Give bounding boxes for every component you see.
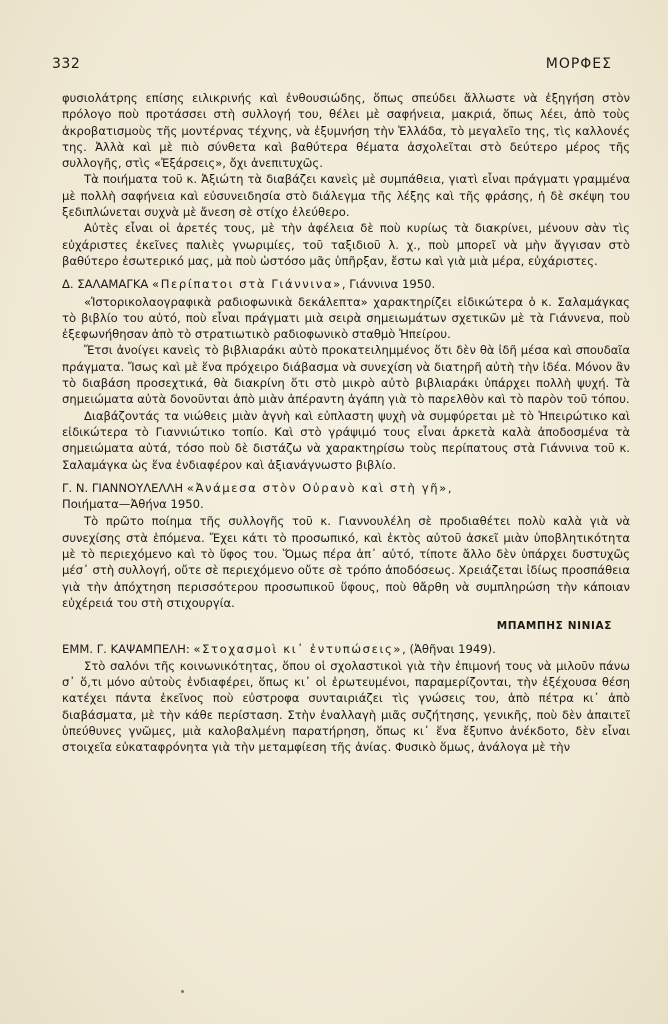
- review-book-title: «Ἀνάμεσα στὸν Οὐρανὸ καὶ στὴ γῆ»: [186, 480, 448, 495]
- ink-speck: [181, 990, 184, 993]
- review-book-title: «Στοχασμοὶ κι᾽ ἐντυπώσεις»: [193, 641, 403, 656]
- review-heading: [62, 641, 630, 657]
- journal-title: ΜΟΡΦΕΣ: [545, 56, 612, 72]
- review-publication: , (Ἀθῆναι 1949).: [402, 641, 496, 656]
- paragraph: Διαβάζοντάς τα νιώθεις μιὰν ἁγνὴ καὶ εὐπλαστη ψυχὴ νὰ συμφύρεται μὲ τὸ Ἠπειρώτικο καὶ εἰδικώτερα τὸ Γιαννιώτικο τοπίο. Καὶ στὸ γράψιμό τους εἶναι ἀρκετὰ καλὰ ἀποδοσμένα τὰ σημειώματα αὐτά, τόσο ποὺ δὲ διστάζω νὰ χαρακτηρίσω τοὺς περίπατους στὰ Γιάννινα τοῦ κ. Σαλαμάγκα ὡς ἕνα ἐνδιαφέρον καὶ ἀξιανάγνωστο βιβλίο.: [62, 408, 630, 472]
- paragraph: «Ἱστορικολαογραφικὰ ραδιοφωνικὰ δεκάλεπτα» χαρακτηρίζει εἰδικώτερα ὁ κ. Σαλαμάγκας τὸ βιβλίο του αὐτό, ποὺ εἶναι πράγματι μιὰ σειρὰ σημειωμάτων σχετικῶν μὲ τὰ Γιάννενα, ποὺ ἐξεφωνήθησαν ἀπὸ τὸ στρατιωτικὸ ραδιοφωνικὸ σταθμὸ Ἠπείρου.: [62, 294, 630, 342]
- author-signature: ΜΠΑΜΠΗΣ ΝΙΝΙΑΣ: [496, 620, 612, 633]
- review-author: ΕΜΜ. Γ. ΚΑΨΑΜΠΕΛΗ:: [62, 641, 190, 656]
- page-header: [52, 56, 612, 76]
- review-author: Γ. Ν. ΓΙΑΝΝΟΥΛΕΛΛΗ: [62, 480, 184, 495]
- paragraph: Τὸ πρῶτο ποίημα τῆς συλλογῆς τοῦ κ. Γιαννουλέλη σὲ προδιαθέτει πολὺ καλὰ γιὰ νὰ συνεχίσης στὰ ἑπόμενα. Ἔχει κάτι τὸ προσωπικό, καὶ ἐκτὸς αὐτοῦ ἀσκεῖ μιὰν ὑποβλητικότητα μὲ τὸ περιεχόμενο καὶ τὸ ὕφος του. Ὅμως πέρα ἀπ᾽ αὐτό, τίποτε ἄλλο δὲν ὑπάρχει δυστυχῶς μέσ᾽ στὴ συλλογή, οὔτε σὲ περιεχόμενο οὔτε σὲ τρόπο ἀποδόσεως. Χρειάζεται ἰδίως προσπάθεια γιὰ τὴν ἀπόχτηση περισσότερου προσωπικοῦ ὕφους, ποὺ θἄρθη νὰ συμπληρώση τὴν κάποιαν εὐχέρειά του στὴ στιχουργία.: [62, 514, 630, 610]
- paragraph: Ἔτσι ἀνοίγει κανεὶς τὸ βιβλιαράκι αὐτὸ προκατειλημμένος ὅτι δὲν θὰ ἰδῆ μέσα καὶ σπουδαῖα πράγματα. Ἴσως καὶ μὲ ἕνα πρόχειρο διάβασμα νὰ συνεχίση νὰ διατηρῆ αὐτὴ τὴν ἰδέα. Μόνον ἂν τὸ διαβάση προσεχτικά, θὰ διακρίνη ὅτι στὸ μικρὸ αὐτὸ βιβλιαράκι ὑπάρχει πολλὴ ψυχή. Τὰ σημειώματα αὐτὰ δονοῦνται ἀπὸ μιὰν ἀπέραντη ἀγάπη γιὰ τὸ παρελθὸν καὶ τὸ παρὸν τοῦ τόπου.: [62, 343, 630, 407]
- review-publication: , Γιάννινα 1950.: [341, 277, 436, 292]
- paragraph: φυσιολάτρης επίσης ειλικρινής καὶ ἐνθουσιώδης, ὅπως σπεύδει ἄλλωστε νὰ ἐξηγήση στὸν πρόλογο ποὺ προτάσσει στὴ συλλογή του, θέλει μὲ σαφήνεια, μακριά, ὅπως λέει, ἀπὸ τοὺς ἀκροβατισμοὺς τῆς μοντέρνας τέχνης, νὰ ἐξυμνήση τὴν Ἑλλάδα, τὸ μεγαλεῖο της, τὶς καλλονές της. Ἀλλὰ καὶ μὲ πιὸ σύνθετα καὶ βαθύτερα θέματα ἀσχολεῖται στὸ δεύτερο μέρος τῆς συλλογῆς, στὶς «Ἐξάρσεις», ὄχι ἀνεπιτυχῶς.: [62, 91, 630, 171]
- paragraph: Στὸ σαλόνι τῆς κοινωνικότητας, ὅπου οἱ σχολαστικοὶ γιὰ τὴν ἐπιμονή τους νὰ μιλοῦν πάνω σ᾽ ὅ,τι μόνο αὐτοὺς ἐνδιαφέρει, ὅπως κι᾽ οἱ ἐρωτευμένοι, παραμερίζονται, τὴν ἐξέχουσα θέση κατέχει πάντα ἐκεῖνος ποὺ εὐστροφα συνταιριάζει τὶς γνώσεις του, ἀπὸ πέτρα κι᾽ ἀπὸ διαβάσματα, μὲ τὴν κάθε περίσταση. Στὴν ἐναλλαγὴ μιᾶς συζήτησης, γενικῆς, ποὺ δὲν ἀπαιτεῖ ὑπεύθυνες γνῶμες, μιὰ καλοβαλμένη παρατήρηση, ὅπως κι᾽ ἕνα ἔξυπνο ἀνέκδοτο, δὲν εἶναι στοιχεῖα εὐκαταφρόνητα γιὰ τὴν μεταμφίεση τῆς ἀνίας. Φυσικὸ ὅμως, ἀνάλογα μὲ τὴν: [62, 658, 630, 755]
- paragraph: Αὐτὲς εἶναι οἱ ἀρετές τους, μὲ τὴν ἀφέλεια δὲ ποὺ κυρίως τὰ διακρίνει, μένουν σὰν τὶς εὐχάριστες ἐκεῖνες παλιὲς γνωριμίες, τοῦ ταξιδιοῦ λ. χ., ποὺ μπορεῖ νὰ μὴν ἄγγισαν στὸ βαθύτερο ἐσωτερικό μας, μὰ ποὺ ὡστόσο μᾶς ὑπῆρξαν, ἔστω καὶ γιὰ μιὰ μέρα, εὐχάριστες.: [62, 221, 630, 268]
- review-heading: [62, 480, 630, 513]
- paragraph: Τὰ ποιήματα τοῦ κ. Ἀξιώτη τὰ διαβάζει κανεὶς μὲ συμπάθεια, γιατὶ εἶναι πράγματι γραμμένα μὲ πολλὴ σαφήνεια καὶ εὐσυνειδησία στὸ διάλεγμα τῆς λέξης καὶ τῆς φράσης, ἡ δὲ σκέψη του ξεδιπλώνεται συχνὰ μὲ ἄνεση σὲ στίχο ἐλεύθερο.: [62, 172, 630, 220]
- review-book-title: «Περίπατοι στὰ Γιάννινα»: [152, 277, 342, 292]
- review-publication-line: Ποιήματα—Ἀθήνα 1950.: [62, 497, 204, 512]
- article-body: [62, 90, 630, 756]
- page-number: 332: [52, 56, 81, 72]
- review-heading: [62, 276, 630, 292]
- review-author: Δ. ΣΑΛΑΜΑΓΚΑ: [62, 277, 149, 292]
- review-publication: ,: [447, 480, 452, 495]
